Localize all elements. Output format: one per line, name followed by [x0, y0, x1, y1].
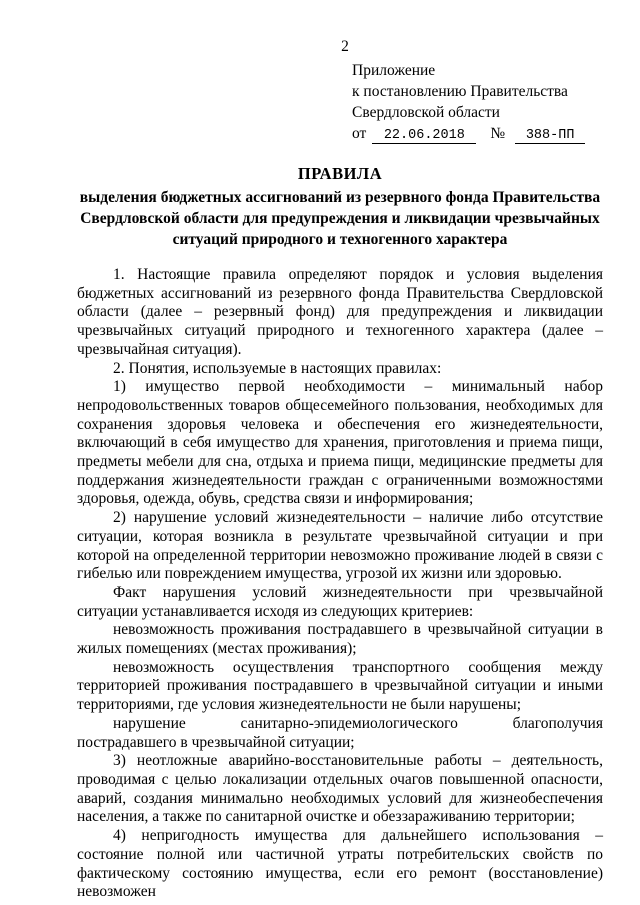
page-number: 2 — [341, 38, 349, 55]
approval-date-line — [352, 123, 585, 144]
paragraph-5: Факт нарушения условий жизнедеятельности при чрезвычайной ситуации устанавливается исходя из следующих критериев: — [77, 583, 603, 620]
paragraph-9: 3) неотложные аварийно-восстановительные работы – деятельность, проводимая с целью локализации отдельных очагов повышенной опасности, аварий, создания минимально необходимых условий для жизнеобеспечения населения, а также по санитарной очистке и обеззараживанию территории; — [77, 752, 603, 826]
paragraph-2: 2. Понятия, используемые в настоящих правилах: — [113, 359, 442, 377]
document-subtitle: выделения бюджетных ассигнований из резервного фонда Правительства Свердловской области для предупреждения и ликвидации чрезвычайных ситуаций природного и техногенного характера — [79, 189, 601, 248]
paragraph-4: 2) нарушение условий жизнедеятельности – наличие либо отсутствие ситуации, которая возникла в результате чрезвычайной ситуации и при которой на определенной территории невозможно проживание людей в связи с гибелью или повреждением имущества, угрозой их жизни или здоровью. — [77, 509, 603, 583]
approval-line-appendix: Приложение — [352, 62, 436, 79]
paragraph-3: 1) имущество первой необходимости – минимальный набор непродовольственных товаров общесемейного пользования, необходимых для сохранения здоровья человека и обеспечения его жизнедеятельности, включающий в себя имущество для хранения, приготовления и приема пищи, предметы мебели для сна, отдыха и приема пищи, медицинские предметы для поддержания жизнедеятельности граждан с ограниченными возможностями здоровья, одежда, обувь, средства связи и информирования; — [77, 378, 603, 508]
approval-number-label: № — [490, 125, 506, 142]
paragraph-8: нарушение санитарно-эпидемиологического благополучия пострадавшего в чрезвычайной ситуации; — [77, 714, 603, 751]
approval-line-resolution: к постановлению Правительства — [352, 83, 568, 100]
document-title-block — [77, 163, 603, 250]
approval-number: 388-ПП — [515, 128, 585, 144]
paragraph-7: невозможность осуществления транспортного сообщения между территорией проживания пострадавшего в чрезвычайной ситуации и иными территориями, где условия жизнедеятельности не были нарушены; — [77, 658, 603, 714]
approval-from-label: от — [352, 125, 367, 142]
approval-date: 22.06.2018 — [372, 128, 476, 144]
approval-line-region: Свердловской области — [352, 104, 500, 121]
paragraph-10: 4) непригодность имущества для дальнейшего использования – состояние полной или частичной утраты потребительских свойств по фактическому состоянию имущества, если его ремонт (восстановление) невозможен — [77, 827, 603, 901]
document-body — [77, 266, 603, 902]
approval-block — [352, 60, 585, 144]
document-heading: ПРАВИЛА — [297, 164, 383, 183]
paragraph-6: невозможность проживания пострадавшего в чрезвычайной ситуации в жилых помещениях (местах проживания); — [77, 621, 603, 658]
paragraph-1: 1. Настоящие правила определяют порядок и условия выделения бюджетных ассигнований из резервного фонда Правительства Свердловской области (далее – резервный фонд) для предупреждения и ликвидации чрезвычайных ситуаций природного и техногенного характера (далее – чрезвычайная ситуация). — [77, 266, 603, 358]
